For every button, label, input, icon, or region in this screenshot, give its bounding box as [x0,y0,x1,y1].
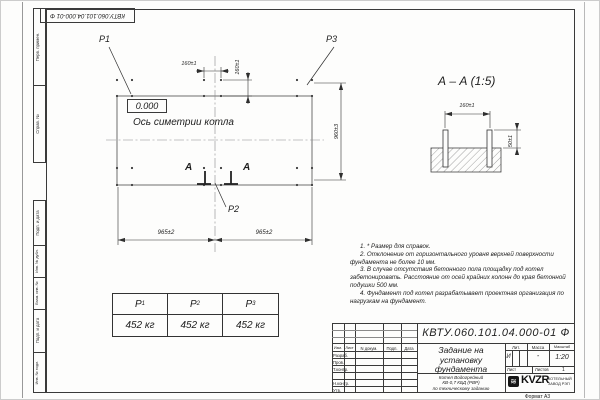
tb-h-lit-header [505,350,575,351]
tb-row-tcontr: Т.контр. [333,366,349,372]
load-table-value-p1: 452 кг [113,315,168,336]
tb-v-lit-sub1 [512,350,513,366]
kvzr-caption-line2: ЗАВОД РЭП [548,381,570,386]
section-title: А – А (1:5) [438,74,496,88]
tb-sheets-label: Листов [535,367,549,372]
load-table [112,293,279,337]
tb-sheets-value: 1 [562,366,565,373]
note-1: 1. * Размер для справок. [360,243,431,250]
rotated-designation-text: КВТУ.060.101.04.000-01 Ф [50,12,125,19]
tb-mass-value: - [536,353,540,360]
kvzr-logo-caption [548,377,572,386]
section-dim-top: 160±1 [459,103,475,109]
margin-label-inv-podl: Инв. № подл. [35,360,39,385]
tb-sheet-label: Лист [507,367,517,372]
margin-label-sprav: Справ. № [35,114,40,134]
document-title-line1: Задание на [438,345,484,355]
format-label: Формат А3 [524,394,551,400]
kvzr-logo-text: KVZR [521,374,549,386]
tb-mass-header: Масса [531,344,545,350]
tb-row-prov: Пров. [333,359,345,365]
kvzr-logo-icon: ≋ [508,376,519,387]
margin-label-podp-data-1: Подп. и дата [35,210,40,236]
load-table-value-p2: 452 кг [168,315,223,336]
dim-bolt-spacing-x: 160±1 [181,61,197,67]
tb-h-row5 [332,386,417,387]
tb-h-res1 [332,330,417,331]
point-label-p1: P1 [99,34,111,44]
tb-header-sign: Подп. [386,345,398,351]
section-letter-left: А [185,162,193,173]
note-3: 3. В случае отсутствия бетонного пола площадку под котел забетонировать. Расстояние от осей крайних колонн до края бетонной подушки 500 мм. [350,266,566,289]
document-subtitle-line3: по техническому заданию [432,385,490,391]
anchor-bolt-dots [116,79,313,186]
document-subtitle-line1: Котел Водогрейный [438,374,484,380]
margin-label-podp-data-2: Подп. и дата [35,317,40,344]
tb-lit-header: Лит. [512,344,520,350]
point-label-p2: P2 [228,204,240,214]
dim-plan-height: 960±3 [334,123,340,140]
tb-v-lit-sub2 [519,350,520,366]
notes-block [350,243,576,305]
load-table-value-p3: 452 кг [235,320,266,331]
tb-header-doc: N докум. [360,345,378,351]
tb-header-izm: Изм. [333,345,343,350]
tb-header-list: Лист [345,345,354,350]
elevation-mark: 0.000 [127,99,167,113]
anchor-bolt-right [487,130,492,167]
margin-label-vzam-inv: Взам. инв. № [35,281,39,305]
load-table-header-p2: Р 2 [168,294,223,315]
note-4: 4. Фундамент под котел разрабатывает проектная организация по нагрузкам на фундамент. [350,289,564,305]
document-subtitle-line2: КВ-0,7 КБД (РВР) [442,380,480,385]
point-label-p3: P3 [326,34,338,44]
document-title-line2: установку [439,354,483,365]
tb-header-date: Дата [404,345,414,351]
tb-row-utv: Утв. [333,387,341,393]
tb-v-listov [532,366,533,373]
title-block-designation: КВТУ.060.101.04.000-01 Ф [422,327,570,339]
tb-scale-value: 1:20 [555,353,569,361]
kvzr-caption-line1: КОТЕЛЬНЫЙ [548,377,572,381]
tb-h-row3 [332,372,417,373]
dim-bolt-spacing-y: 160±1 [235,59,241,75]
note-2: 2. Отклонение от горизонтального уровня верхней поверхности фундамента не более 10 мм. [350,250,554,266]
document-title-line3: фундамента [434,364,488,374]
dim-plan-width-left: 965±2 [157,230,175,236]
axis-of-symmetry-label: Ось симетрии котла [133,117,234,128]
tb-scale-header: Масштаб [553,344,571,349]
load-table-header-p3: Р 3 [223,294,278,315]
section-dim-side: 50±1 [508,134,514,148]
tb-row-razrab: Разраб. [333,352,349,358]
anchor-bolt-left [443,130,448,167]
load-table-header-p1: Р 1 [113,294,168,315]
margin-label-perv-primen: Перв. примен. [35,32,40,62]
tb-row-ncontr: Н.контр. [333,380,350,386]
tb-h-row1 [332,358,417,359]
section-cut-marks [197,171,238,184]
margin-label-inv-dubl: Инв. № дубл. [35,249,39,273]
tb-lit-value: И [506,354,511,360]
symmetry-axes [106,56,324,252]
tb-h-res2 [332,337,417,338]
section-letter-right: А [243,162,251,173]
dim-plan-width-right: 965±2 [255,230,273,236]
